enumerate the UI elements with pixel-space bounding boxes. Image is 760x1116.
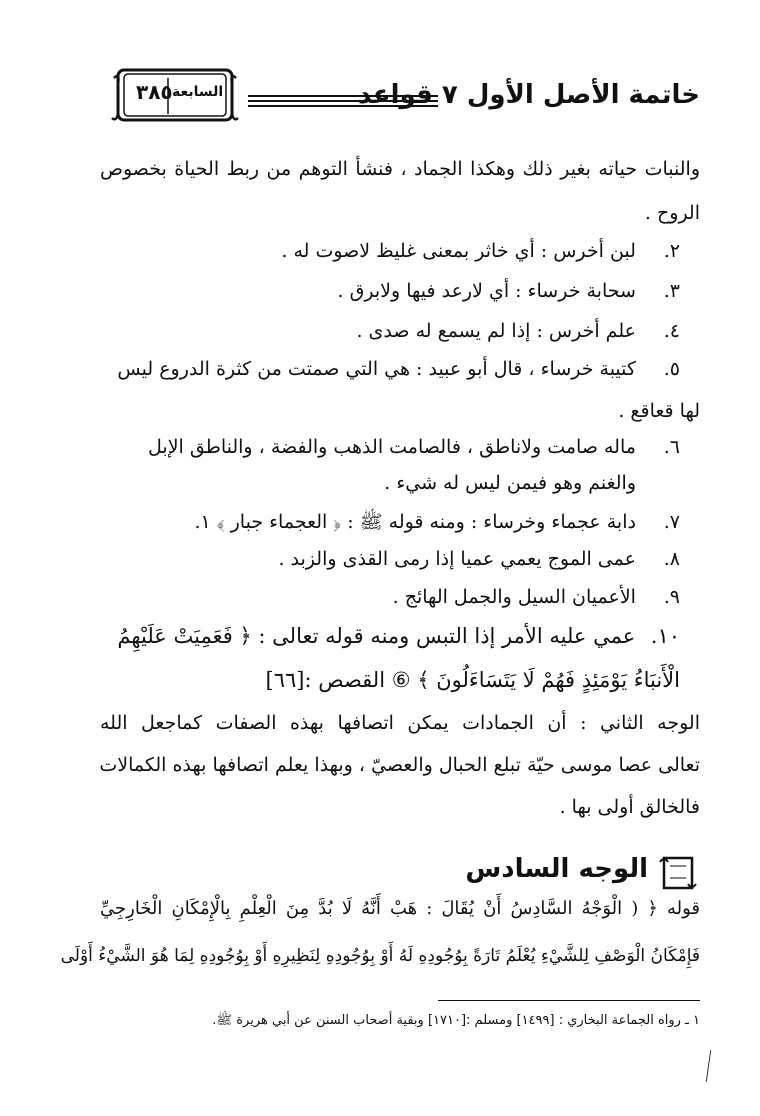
list-item <box>393 586 680 608</box>
text-line: قوله ﴿ ( الْوَجْهُ السَّادِسُ أَنْ يُقَالَ : هَبْ أَنَّهُ لَا بُدَّ مِنَ الْعِلْمِ بِالْإِمْكَانِ الْخَارِجِيِّ <box>100 898 700 919</box>
list-item <box>281 240 680 262</box>
item-text: كتيبة خرساء ، قال أبو عبيد : هي التي صمتت من كثرة الدروع ليس <box>117 358 636 380</box>
margin-mark <box>706 1050 711 1082</box>
list-item-continuation: الْأَنبَاءُ يَوْمَئِذٍ فَهُمْ لَا يَتَسَاءَلُونَ ﴾ ⑥ القصص :[٦٦] <box>265 668 680 692</box>
footnote: ١ ـ رواه الجماعة البخاري : [١٤٩٩] ومسلم :[١٧١٠] وبقية أصحاب السنن عن أبي هريرة ﷺ. <box>212 1013 700 1028</box>
list-item-continuation: والغنم وهو فيمن ليس له شيء . <box>384 472 636 494</box>
list-item <box>356 320 680 342</box>
footnote-divider <box>438 1000 700 1001</box>
page-number: ٣٨٥ <box>136 80 173 104</box>
page-header <box>110 62 700 132</box>
section-title: الوجه السادس <box>465 854 648 884</box>
list-item <box>194 510 680 538</box>
text-line: فالخالق أولى بها . <box>559 796 700 818</box>
item-text: عمى الموج يعمي عميا إذا رمى القذى والزبد . <box>278 548 636 570</box>
list-item <box>338 280 680 302</box>
item-number: ٧. <box>663 511 680 533</box>
item-number: ٤. <box>663 320 680 342</box>
text-line: والنبات حياته بغير ذلك وهكذا الجماد ، فنشأ التوهم من ربط الحياة بخصوص <box>100 158 700 180</box>
list-item <box>117 358 680 380</box>
item-number: ٣. <box>663 280 680 302</box>
item-text: لبن أخرس : أي خاثر بمعنى غليظ لاصوت له . <box>281 240 636 262</box>
header-title: خاتمة الأصل الأول ٧ قواعد <box>357 80 700 110</box>
item-text: علم أخرس : إذا لم يسمع له صدى . <box>356 320 636 342</box>
item-text: سحابة خرساء : أي لارعد فيها ولابرق . <box>337 280 636 302</box>
item-text: ماله صامت ولاناطق ، فالصامت الذهب والفضة ، والناطق الإبل <box>148 436 636 458</box>
item-number: ٦. <box>663 436 680 458</box>
list-item <box>148 436 680 458</box>
text-line: فَإِمْكَانُ الْوَصْفِ لِلشَّيْءِ يُعْلَمُ تَارَةً بِوُجُودِهِ لَهُ أَوْ بِوُجُودِهِ لِنَظِيرِهِ أَوْ بِوُجُودِهِ لِمَا هُوَ الشَّيْءُ أَوْلَى <box>60 946 700 966</box>
list-item <box>278 548 680 570</box>
edition-label: السابعة <box>172 84 224 100</box>
item-number: ١٠. <box>650 624 680 648</box>
item-text: الأعميان السيل والجمل الهائج . <box>392 586 636 608</box>
page-number-frame <box>110 64 240 128</box>
item-text: دابة عجماء وخرساء : ومنه قوله ﷺ : ﴿ العجماء جبار ﴾ ١. <box>194 511 636 533</box>
section-heading <box>465 850 698 894</box>
item-number: ٥. <box>663 358 680 380</box>
item-number: ٢. <box>663 240 680 262</box>
text-line: الوجه الثاني : أن الجمادات يمكن اتصافها بهذه الصفات كماجعل الله <box>100 712 700 734</box>
item-text: عمي عليه الأمر إذا التبس ومنه قوله تعالى : ﴿ فَعَمِيَتْ عَلَيْهِمُ <box>117 624 636 648</box>
scroll-icon <box>658 854 698 892</box>
item-number: ٨. <box>663 548 680 570</box>
list-item-continuation: لها قعاقع . <box>618 400 700 422</box>
item-number: ٩. <box>663 586 680 608</box>
list-item <box>117 624 680 648</box>
text-line: الروح . <box>644 202 700 224</box>
text-line: تعالى عصا موسى حيّة تبلع الحبال والعصيّ ، وبهذا يعلم اتصافها بهذه الكمالات <box>99 754 700 776</box>
